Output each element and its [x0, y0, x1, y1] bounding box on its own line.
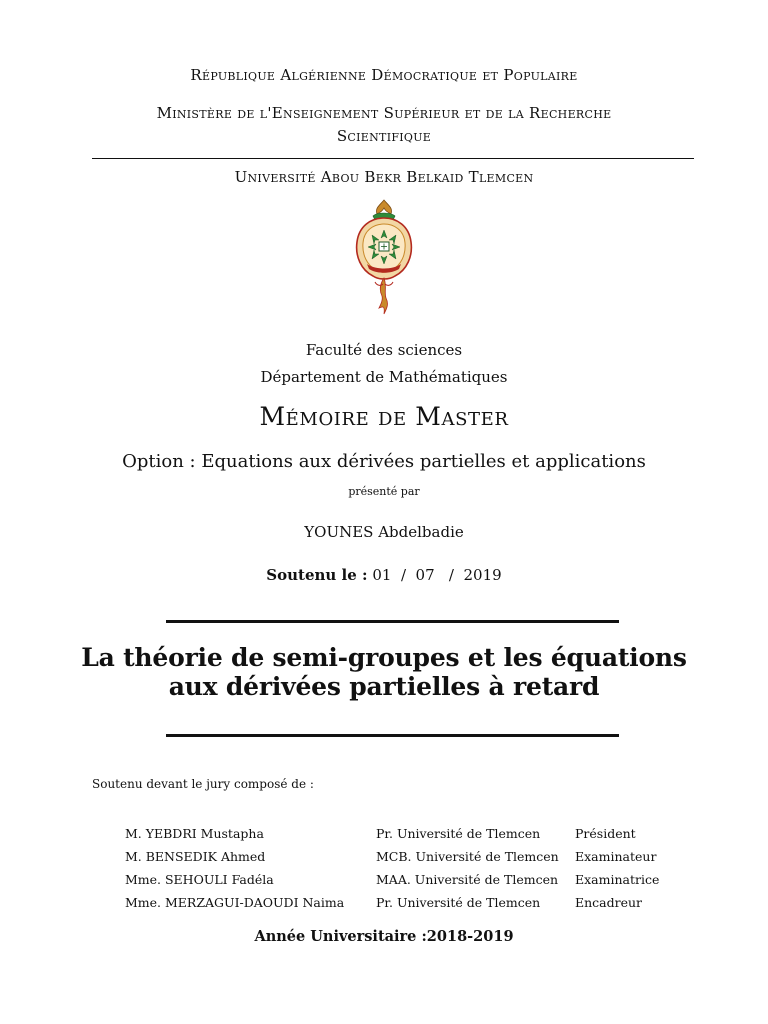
jury-member-affiliation: MAA. Université de Tlemcen [376, 872, 559, 887]
defense-label: Soutenu le : [266, 566, 368, 584]
ministry-heading-line2: Scientifique [336, 127, 432, 145]
jury-label: Soutenu devant le jury composé de : [92, 777, 314, 791]
thesis-type-heading: Mémoire de Master [259, 402, 509, 431]
jury-member-name: M. YEBDRI Mustapha [125, 826, 264, 841]
jury-member-affiliation: Pr. Université de Tlemcen [376, 895, 541, 910]
option-line: Option : Equations aux dérivées partielles et applications [122, 451, 646, 472]
header-divider [92, 158, 694, 159]
jury-member-role: Encadreur [575, 895, 643, 910]
author-name: YOUNES Abdelbadie [304, 523, 464, 541]
jury-row [125, 872, 685, 895]
jury-member-role: Examinateur [575, 849, 657, 864]
defense-date-line [0, 566, 768, 584]
presented-by-label: présenté par [348, 485, 420, 498]
defense-date: 01 / 07 / 2019 [367, 566, 502, 584]
jury-member-affiliation: Pr. Université de Tlemcen [376, 826, 541, 841]
faculty-name: Faculté des sciences [305, 341, 463, 359]
jury-member-role: Président [575, 826, 636, 841]
jury-member-role: Examinatrice [575, 872, 660, 887]
university-heading: Université Abou Bekr Belkaid Tlemcen [234, 168, 534, 186]
jury-member-affiliation: MCB. Université de Tlemcen [376, 849, 559, 864]
jury-table [125, 826, 685, 918]
jury-row [125, 826, 685, 849]
university-seal-icon [353, 198, 415, 316]
jury-row [125, 895, 685, 918]
academic-year: Année Universitaire :2018-2019 [254, 928, 514, 945]
jury-member-name: Mme. MERZAGUI-DAOUDI Naima [125, 895, 345, 910]
department-name: Département de Mathématiques [260, 368, 508, 386]
republic-heading: République Algérienne Démocratique et Populaire [190, 66, 578, 84]
thesis-title-line2: aux dérivées partielles à retard [168, 672, 600, 701]
title-bottom-rule [166, 734, 619, 737]
ministry-heading-line1: Ministère de l'Enseignement Supérieur et de la Recherche [156, 104, 612, 122]
thesis-title-line1: La théorie de semi-groupes et les équations [81, 643, 687, 672]
jury-row [125, 849, 685, 872]
jury-member-name: M. BENSEDIK Ahmed [125, 849, 266, 864]
title-top-rule [166, 620, 619, 623]
jury-member-name: Mme. SEHOULI Fadéla [125, 872, 274, 887]
